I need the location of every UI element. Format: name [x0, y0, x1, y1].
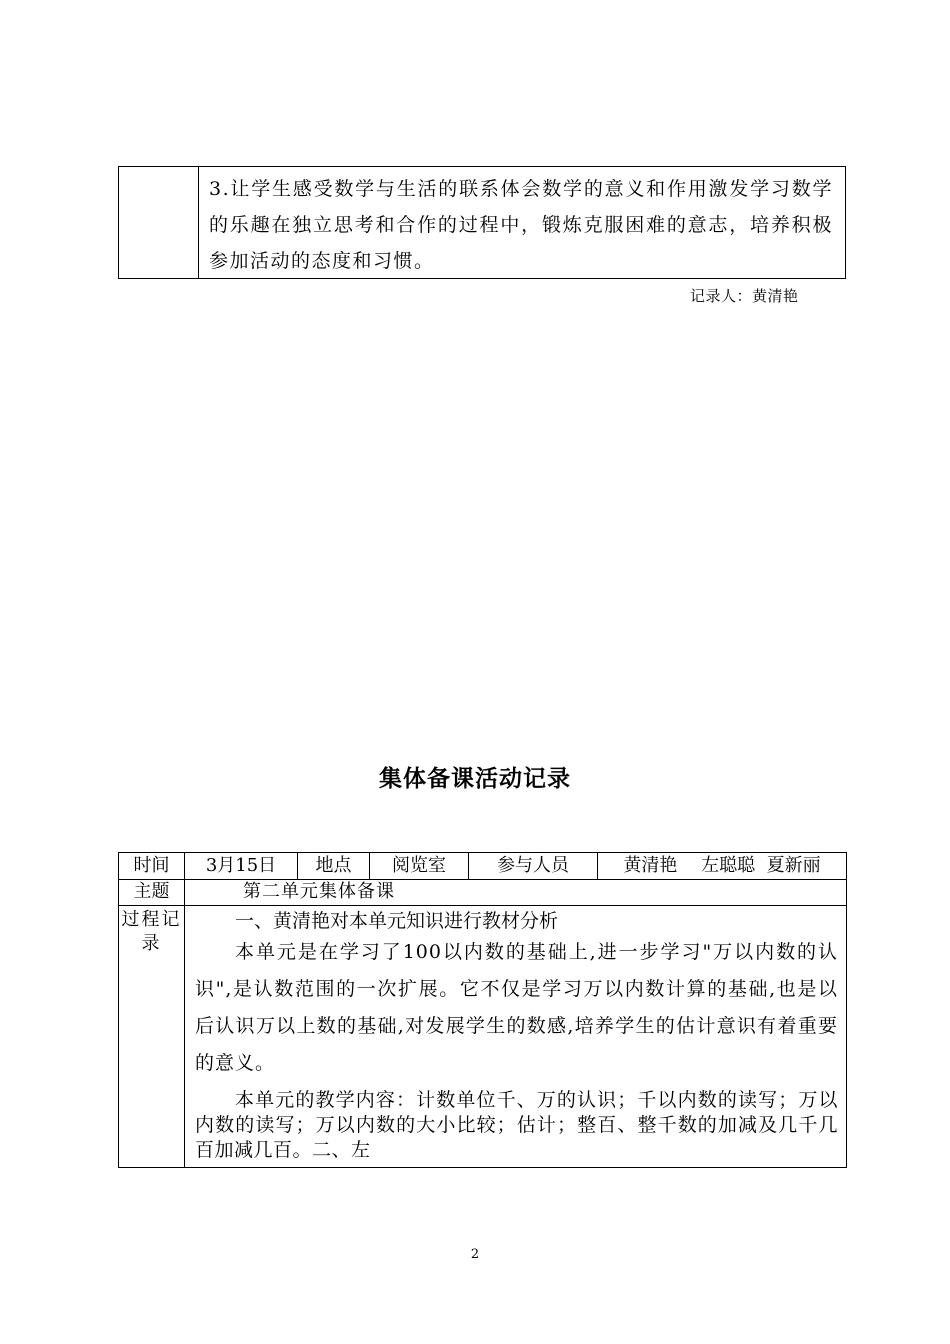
goal-label-cell [119, 167, 199, 278]
process-paragraph-1: 本单元是在学习了100以内数的基础上,进一步学习"万以内数的认识",是认数范围的一次扩展。它不仅是学习万以内数计算的基础,也是以后认识万以上数的基础,对发展学生的数感,培养学生的估计意识有着重要的意义。 [195, 941, 838, 1074]
process-label: 过程记录 [119, 906, 185, 1168]
subject-value: 第二单元集体备课 [185, 880, 847, 906]
place-label: 地点 [298, 853, 370, 880]
participants-value: 黄清艳 左聪聪 夏新丽 [598, 853, 847, 880]
place-value: 阅览室 [370, 853, 469, 880]
participants-label: 参与人员 [469, 853, 598, 880]
time-label: 时间 [119, 853, 185, 880]
subject-label: 主题 [119, 880, 185, 906]
goal-table [118, 166, 846, 279]
page-number: 2 [470, 1247, 480, 1262]
record-table [118, 852, 847, 1168]
process-paragraph-2: 本单元的教学内容：计数单位千、万的认识；千以内数的读写；万以内数的读写；万以内数的大小比较；估计；整百、整千数的加减及几千几百加减几百。二、左 [195, 1089, 838, 1161]
goal-text: 3.让学生感受数学与生活的联系体会数学的意义和作用激发学习数学的乐趣在独立思考和合作的过程中，锻炼克服困难的意志，培养积极参加活动的态度和习惯。 [209, 178, 833, 272]
page-title: 集体备课活动记录 [379, 765, 571, 792]
time-value: 3月15日 [185, 853, 298, 880]
process-body [185, 906, 847, 1168]
process-heading: 一、黄清艳对本单元知识进行教材分析 [235, 910, 559, 932]
recorder: 记录人：黄清艳 [690, 287, 799, 305]
